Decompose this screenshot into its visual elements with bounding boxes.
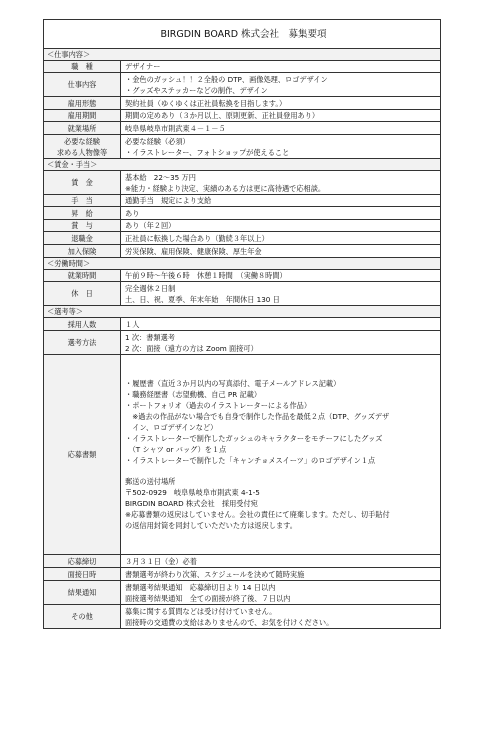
field-value-line: ※過去の作品がない場合でも自身で制作した作品を最低２点（DTP、グッズデザ [125,412,390,421]
field-value-line: の返信用封筒を同封していただいた方は返戻します。 [125,521,297,530]
field-row [44,220,441,232]
field-value-line: 必要な経験（必須） [125,136,190,146]
section-heading: ＜仕事内容＞ [44,49,441,61]
field-value [121,61,441,73]
field-value [121,122,441,135]
section-heading: ＜選考等＞ [44,306,441,318]
field-value [121,555,441,568]
field-value [121,220,441,232]
field-row [44,581,441,605]
field-value [121,171,441,195]
field-label: 賞 与 [44,220,121,232]
spacer [125,466,440,476]
field-label: 雇用形態 [44,97,121,110]
field-label [44,135,121,159]
field-value-line: ・イラストレーターで制作したガッシュのキャラクターをモチーフにしたグッズ [125,434,383,443]
field-row [44,605,441,629]
field-value-line: 完全週休２日制 [125,283,176,293]
field-label: 選考方法 [44,331,121,355]
field-value [121,232,441,245]
field-value [121,331,441,355]
field-label: 就業場所 [44,122,121,135]
field-value-line: 午前９時～午後６時 休憩１時間 （実働８時間） [125,271,287,280]
field-value [121,318,441,331]
field-value-line: 〒502-0929 岐阜県岐阜市則武東 4-1-5 [125,488,260,497]
field-value-line: 土、日、祝、夏季、年末年始 年間休日 130 日 [125,294,280,304]
field-value-line: 基本給 22～35 万円 [125,172,196,182]
field-value [121,282,441,306]
field-label: 就業時間 [44,270,121,282]
section-header-row [44,159,441,171]
recruitment-document [43,19,440,629]
field-row [44,245,441,258]
field-value [121,135,441,159]
field-row [44,122,441,135]
field-row [44,207,441,220]
field-value-line: ※能力・経験より決定、実績のある方は更に高待遇で応相談。 [125,183,326,193]
field-row [44,555,441,568]
field-value-line: 1 次：書類選考 [125,332,175,342]
field-value-line: 書類選考結果通知 応募締切日より 14 日以内 [125,582,276,592]
field-label: 仕事内容 [44,73,121,97]
field-value [121,195,441,207]
field-value-line: 正社員に転換した場合あり（勤続３年以上） [125,233,269,243]
field-label: 雇用期間 [44,110,121,122]
field-value-line: 労災保険、雇用保険、健康保険、厚生年金 [125,246,262,256]
field-value [121,245,441,258]
field-label: 職 種 [44,61,121,73]
field-value-line: 書類選考が終わり次第、スケジュールを決めて随時実施 [125,569,305,579]
field-row [44,568,441,581]
field-label-line: 求める人物像等 [56,147,108,157]
field-value-line: 岐阜県岐阜市則武東４－１－５ [125,123,226,133]
field-value [121,270,441,282]
field-label: 面接日時 [44,568,121,581]
field-value-line: 面接選考結果通知 全ての面接が終了後、７日以内 [125,593,291,603]
field-row [44,355,441,555]
field-label: 採用人数 [44,318,121,331]
field-value-line: 募集に関する質問などは受け付けていません。 [125,606,277,616]
field-value-line: ・履歴書（直近３か月以内の写真添付、電子メールアドレス記載） [125,379,341,388]
field-row [44,110,441,122]
field-row [44,331,441,355]
field-value [121,355,441,555]
field-value-line: ・金色のガッシュ！！２全般の DTP、画像処理、ロゴデザイン [125,74,328,84]
field-label: 手 当 [44,195,121,207]
field-value [121,73,441,97]
field-value-line: ・ポートフォリオ（過去のイラストレーターによる作品） [125,401,312,410]
field-value-line: あり（年２回） [125,221,176,230]
field-value-line: 郵送の送付場所 [125,477,176,486]
field-value-line: 通勤手当 規定により支給 [125,196,212,205]
field-label: 退職金 [44,232,121,245]
field-value [121,97,441,110]
field-value-line: 面接時の交通費の支給はありませんので、お気を付けください。 [125,617,334,627]
field-row [44,97,441,110]
field-label: 休 日 [44,282,121,306]
field-value-line: 契約社員（ゆくゆくは正社員転換を目指します。） [125,98,287,108]
field-row [44,195,441,207]
field-value-line: ・グッズやステッカーなどの制作、デザイン [125,85,268,95]
title-row [44,20,441,49]
field-label: 加入保険 [44,245,121,258]
field-label: 賃 金 [44,171,121,195]
field-label: その他 [44,605,121,629]
field-label: 応募書類 [44,355,121,555]
field-label: 昇 給 [44,207,121,220]
field-value [121,207,441,220]
section-header-row [44,258,441,270]
section-heading: ＜労働時間＞ [44,258,441,270]
field-value-line: イン、ロゴデザインなど） [125,423,218,432]
field-value-line: 2 次：面接（遠方の方は Zoom 面接可） [125,343,258,353]
field-row [44,171,441,195]
section-header-row [44,49,441,61]
field-label: 応募締切 [44,555,121,568]
field-value-line: ・イラストレーターで制作した「キャンチョメスイーツ」のロゴデザイン１点 [125,456,376,465]
field-value-line: 期間の定めあり（３か月以上、原則更新、正社員登用あり） [125,111,320,120]
field-value [121,581,441,605]
field-value-line: デザイナー [125,62,161,71]
section-heading: ＜賃金・手当＞ [44,159,441,171]
field-row [44,73,441,97]
section-header-row [44,306,441,318]
field-value-line: １人 [125,319,140,329]
field-value-line: BIRGDIN BOARD 株式会社 採用受付宛 [125,499,258,508]
field-value-line: ３月３１日（金）必着 [125,556,197,566]
field-row [44,61,441,73]
field-value-line: （T シャツ or バッグ）を１点 [125,445,227,454]
field-row [44,282,441,306]
field-value [121,605,441,629]
field-label-line: 必要な経験 [64,136,100,146]
field-value [121,110,441,122]
field-row [44,318,441,331]
field-value [121,568,441,581]
recruitment-table [43,19,441,629]
field-value-line: ・職務経歴書（志望動機、自己 PR 記載） [125,390,262,399]
field-row [44,270,441,282]
field-label: 結果通知 [44,581,121,605]
document-title: BIRGDIN BOARD 株式会社 募集要項 [44,20,441,49]
field-value-line: あり [125,208,140,218]
field-value-line: ※応募書類の返戻はしていません。会社の責任にて廃棄します。ただし、切手貼付 [125,510,390,519]
field-row [44,135,441,159]
field-row [44,232,441,245]
field-value-line: ・イラストレーター、フォトショップが使えること [125,147,290,157]
